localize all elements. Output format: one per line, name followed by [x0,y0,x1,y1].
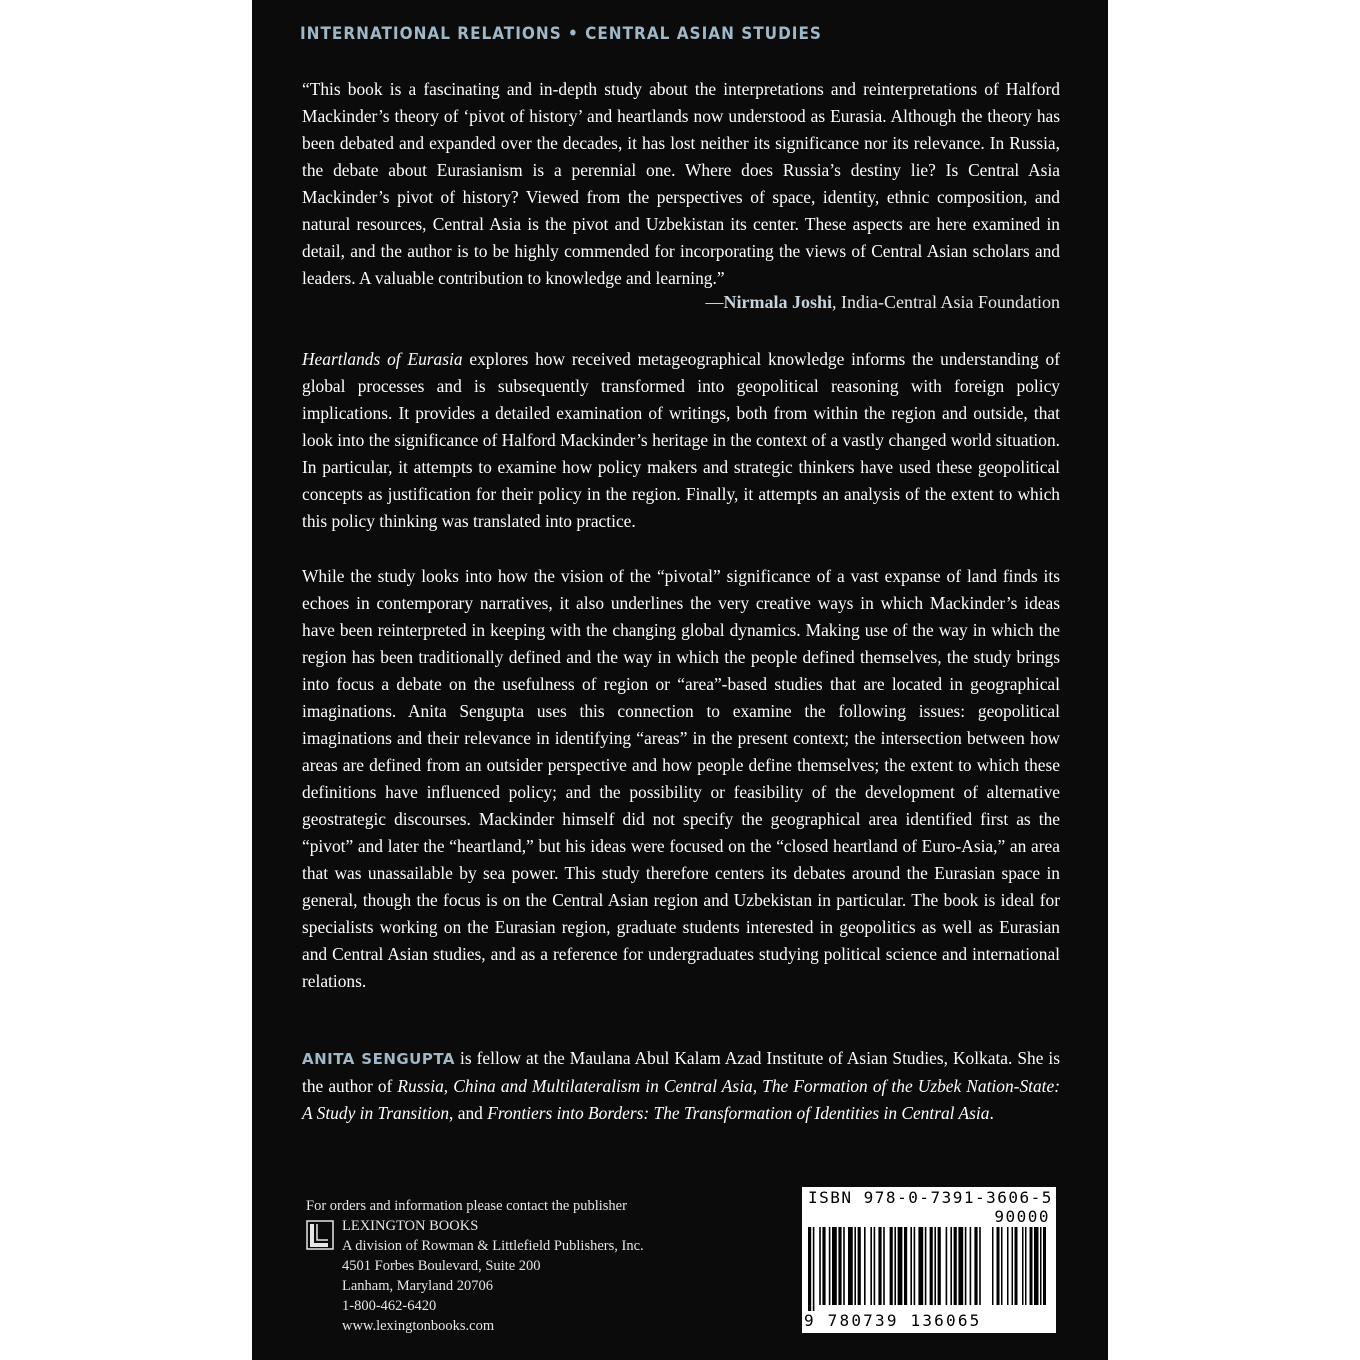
author-bio-separator: , and [449,1103,488,1123]
publisher-address-line-1: 4501 Forbes Boulevard, Suite 200 [342,1258,541,1274]
barcode-addon-bar [1022,1227,1024,1305]
publisher-contact-line: For orders and information please contact the publisher [306,1198,627,1214]
author-bio-end: . [989,1103,994,1123]
barcode-bar [843,1227,845,1305]
endorsement-quote: “This book is a fascinating and in-depth study about the interpretations and reinterpretations of Halford Mackinder’s theory of ‘pivot of history’ and heartlands now understood as Eurasia. Although the theory has been debated and expanded over the decades, it has lost neither its significance nor its relevance. In Russia, the debate about Eurasianism is a perennial one. Where does Russia’s destiny lie? Is Central Asia Mackinder’s pivot of history? Viewed from the perspectives of space, identity, ethnic composition, and natural resources, Central Asia is the pivot and Uzbekistan its center. These aspects are here examined in detail, and the author is to be highly commended for incorporating the views of Central Asian scholars and leaders. A valuable contribution to knowledge and learning.” [302,79,1060,288]
book-title: Heartlands of Eurasia [302,349,463,369]
publisher-division: A division of Rowman & Littlefield Publishers, Inc. [342,1238,644,1254]
barcode-bar [934,1227,936,1305]
author-book-2: The Formation of the Uzbek Nation-State: A Study in Transition [302,1076,1061,1123]
publisher-website: www.lexingtonbooks.com [342,1318,495,1334]
barcode-bar [918,1227,923,1305]
attribution-dash: — [705,292,724,312]
barcode-bar [822,1227,825,1305]
barcode-bar [864,1227,866,1305]
barcode-bar [819,1227,821,1305]
author-name: ANITA SENGUPTA [302,1050,456,1068]
barcode-addon-bar [1025,1227,1027,1305]
barcode-addon-bar [992,1227,994,1305]
barcode-bar [950,1227,952,1305]
description-paragraph-1 [302,346,1060,535]
barcode-addon-bar [1001,1227,1003,1305]
price-code: 90000 [994,1207,1050,1226]
barcode-bar [965,1227,967,1305]
barcode-bar [930,1227,933,1305]
barcode-bar [894,1227,896,1305]
barcode-bar [829,1227,831,1305]
barcode-bar [838,1227,841,1305]
barcode-addon-bar [997,1227,1000,1305]
barcode-bar [954,1227,957,1305]
barcode-addon-bar [1034,1227,1039,1305]
barcode-bar [898,1227,903,1305]
ean-digits: 9 780739 136065 [804,1311,982,1330]
barcode-addon-bar [1030,1227,1033,1305]
barcode-bar [854,1227,856,1305]
author-bio-text: is fellow at the Maulana Abul Kalam Azad Institute of Asian Studies, Kolkata. She is the author of [302,1048,1060,1096]
barcode-bar [970,1227,972,1305]
publisher-logo-icon [306,1220,334,1250]
barcode-bar [904,1227,907,1305]
author-book-3: Frontiers into Borders: The Transformation of Identities in Central Asia [487,1103,990,1123]
barcode-bar [914,1227,916,1305]
author-bio [302,1045,1060,1127]
barcode-bar [938,1227,941,1305]
isbn-barcode [802,1187,1056,1333]
isbn-number: ISBN 978-0-7391-3606-5 [808,1188,1053,1207]
description-paragraph-1-text: explores how received metageographical knowledge informs the understanding of global processes and is subsequently transformed into geopolitical reasoning with foreign policy implications. It provides a detailed examination of writings, both from within the region and outside, that look into the significance of Halford Mackinder’s heritage in the context of a vastly changed world situation. In particular, it attempts to examine how policy makers and strategic thinkers have used these geopolitical concepts as justification for their policy in the region. Finally, it attempts an analysis of the extent to which this policy thinking was translated into practice. [302,349,1060,531]
endorsement-attribution [706,292,1060,313]
barcode-addon-bar [1015,1227,1018,1305]
book-back-cover [252,0,1108,1360]
barcode-bar [813,1227,815,1311]
description-paragraph-2: While the study looks into how the vision of the “pivotal” significance of a vast expanse of land finds its echoes in contemporary narratives, it also underlines the very creative ways in which Mackinder’s ideas have been reinterpreted in keeping with the changing global dynamics. Making use of the way in which the region has been traditionally defined and the way in which the people defined themselves, the study brings into focus a debate on the usefulness of region or “area”-based studies that are located in geographical imaginations. Anita Sengupta uses this connection to examine the following issues: geopolitical imaginations and their relevance in identifying “areas” in the present context; the intersection between how areas are defined from an outsider perspective and how people define themselves; the extent to which these definitions have influenced policy; and the possibility or feasibility of the development of alternative geostrategic discourses. Mackinder himself did not specify the geographical area identified first as the “pivot” and later the “heartland,” but his ideas were focused on the “closed heartland of Euro-Asia,” an area that was unassailable by sea power. This study therefore centers its debates around the Eurasian space in general, though the focus is on the Central Asian region and Uzbekistan in particular. The book is ideal for specialists working on the Eurasian region, graduate students interested in geopolitics as well as Eurasian and Central Asian studies, and as a reference for undergraduates studying political science and international relations. [302,566,1060,991]
publisher-name: LEXINGTON BOOKS [342,1218,479,1234]
barcode-addon-bar [1040,1227,1042,1305]
barcode-bar [946,1227,948,1305]
barcode-bar [910,1227,912,1305]
barcode-bar [832,1227,837,1305]
publisher-phone: 1-800-462-6420 [342,1298,437,1314]
author-bio-separator: , [752,1076,763,1096]
barcode-bar [883,1227,885,1305]
barcode-bar [979,1227,981,1305]
series-label: INTERNATIONAL RELATIONS • CENTRAL ASIAN STUDIES [300,24,822,44]
barcode-bar [858,1227,861,1305]
endorser-name: Nirmala Joshi [723,292,833,312]
publisher-info [306,1196,644,1336]
endorser-affiliation: , India-Central Asia Foundation [832,292,1060,312]
publisher-address-line-2: Lanham, Maryland 20706 [342,1278,494,1294]
barcode-addon-bar [1007,1227,1009,1305]
barcode-bar [958,1227,963,1305]
barcode-bar [974,1227,977,1305]
barcode-bar [870,1227,872,1305]
barcode-bar [878,1227,881,1305]
barcode-bars [808,1227,1050,1311]
barcode-addon-bar [1043,1227,1046,1305]
author-book-1: Russia, China and Multilateralism in Central Asia [397,1076,753,1096]
barcode-bar [808,1227,811,1311]
barcode-bar [890,1227,893,1305]
barcode-bar [848,1227,853,1305]
barcode-addon-bar [1012,1227,1014,1305]
barcode-bar [874,1227,876,1305]
barcode-bar [925,1227,927,1305]
